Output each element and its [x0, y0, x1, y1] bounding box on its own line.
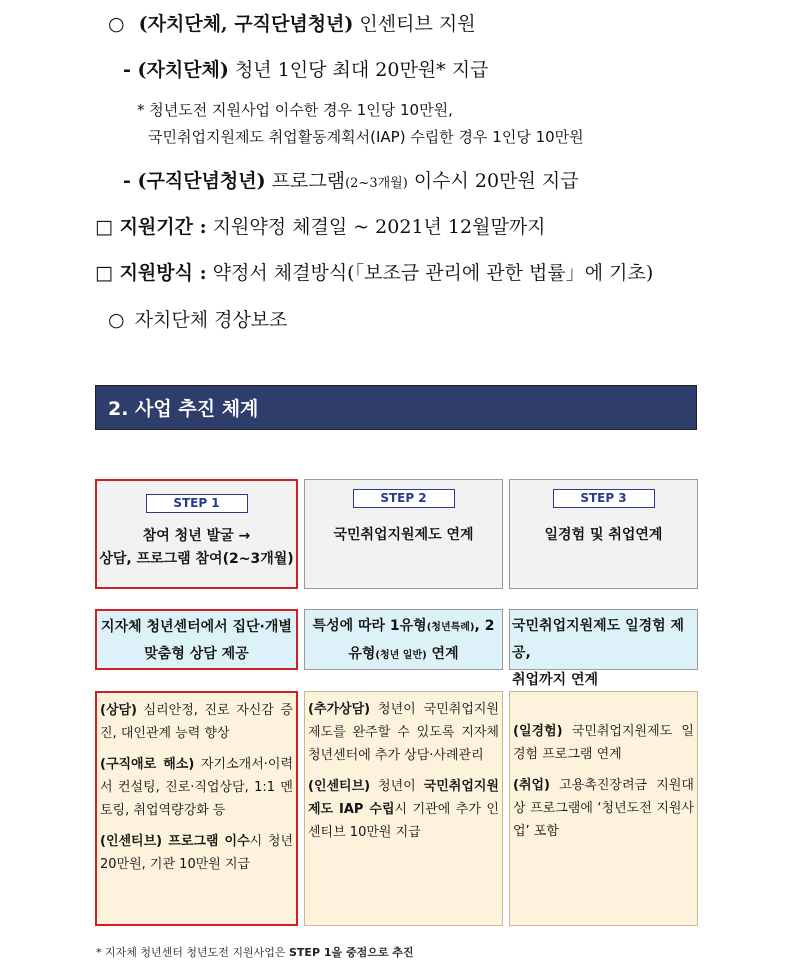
bullet-circle: ○	[108, 13, 125, 35]
detail-1-item-2-text: 자기소개서·이력서 컨설팅, 진로·직업상담, 1:1 멘토링, 취업역량강화 등	[100, 757, 293, 818]
detail-2-item-2	[308, 775, 499, 844]
step-3-tag: STEP 3	[553, 489, 655, 508]
detail-1-item-2-label: (구직애로 해소)	[100, 757, 195, 772]
mid-box-2-text-d: 연계	[426, 646, 459, 662]
detail-1-item-2	[100, 753, 293, 822]
detail-1-item-1	[100, 699, 293, 745]
subsidy-line	[108, 311, 288, 330]
incentive-heading	[108, 15, 476, 34]
note-line-2: 국민취업지원제도 취업활동계획서(IAP) 수립한 경우 1인당 10만원	[148, 128, 584, 146]
mid-box-2-text-a: 특성에 따라 1유형	[312, 618, 427, 634]
footnote-text: * 지자체 청년센터 청년도전 지원사업은	[96, 946, 289, 959]
support-period-value: 지원약정 체결일 ~ 2021년 12월말까지	[206, 216, 546, 238]
mid-box-2	[304, 609, 503, 670]
detail-box-2	[304, 691, 503, 926]
subsidy-text: 자치단체 경상보조	[128, 309, 288, 331]
incentive-heading-bold: (자치단체, 구직단념청년)	[138, 13, 354, 35]
section-banner	[95, 385, 697, 430]
detail-3-item-1-label: (일경험)	[513, 724, 563, 739]
local-gov-rest: 청년 1인당 최대 20만원* 지급	[228, 59, 489, 81]
mid-box-2-text-c: 유형	[348, 646, 376, 662]
step-1-tag: STEP 1	[146, 494, 248, 513]
detail-2-item-1-label: (추가상담)	[308, 702, 371, 717]
local-gov-bold: - (자치단체)	[123, 59, 229, 81]
step-2-box	[304, 479, 503, 589]
youth-small: (2~3개월)	[345, 176, 408, 191]
bullet-circle: ○	[108, 309, 125, 331]
mid-box-1	[95, 609, 298, 670]
incentive-heading-rest: 인센티브 지원	[353, 13, 476, 35]
detail-1-item-3-text: 시 청년 20만원, 기관 10만원 지급	[100, 834, 294, 872]
detail-3-item-1	[513, 720, 694, 766]
support-method-value: 약정서 체결방식(「보조금 관리에 관한 법률」에 기초)	[206, 262, 654, 284]
local-gov-line	[123, 61, 488, 80]
note-line-1: * 청년도전 지원사업 이수한 경우 1인당 10만원,	[137, 101, 453, 119]
mid-box-1-line-1: 지자체 청년센터에서 집단·개별	[101, 619, 292, 635]
support-method-line	[95, 264, 653, 283]
mid-box-2-small-2: (청년 일반)	[375, 650, 427, 661]
mid-box-1-line-2: 맞춤형 상담 제공	[144, 646, 249, 662]
support-period-line	[95, 218, 546, 237]
footnote-bold: STEP 1을 중점으로 추진	[289, 946, 414, 959]
detail-box-3	[509, 691, 698, 926]
step-3-box	[509, 479, 698, 589]
youth-line	[123, 172, 579, 191]
detail-2-item-1-text: 청년이 국민취업지원제도를 완주할 수 있도록 지자체 청년센터에 추가 상담·사례관리	[308, 702, 499, 763]
detail-3-item-2	[513, 774, 694, 843]
youth-rest2: 이수시 20만원 지급	[407, 170, 579, 192]
detail-box-1	[95, 691, 298, 926]
step-1-line-1: 참여 청년 발굴 →	[142, 528, 251, 544]
youth-rest: 프로그램	[265, 170, 346, 192]
mid-box-3	[509, 609, 698, 688]
detail-3-item-2-label: (취업)	[513, 778, 550, 793]
detail-2-item-2-bold: 국민취업지원제도 IAP 수립	[308, 779, 499, 817]
step-2-tag: STEP 2	[353, 489, 455, 508]
support-period-label: 지원기간 :	[112, 216, 207, 238]
mid-box-2-text-b: , 2	[474, 618, 495, 634]
mid-box-3-line-2: 취업까지 연계	[512, 672, 599, 688]
footnote	[96, 944, 414, 960]
checkbox-square-icon: □	[95, 216, 113, 238]
checkbox-square-icon: □	[95, 262, 113, 284]
detail-2-item-1	[308, 698, 499, 767]
detail-2-item-2-text: 청년이	[370, 779, 424, 794]
step-2-line-1: 국민취업지원제도 연계	[333, 527, 474, 543]
youth-bold: - (구직단념청년)	[123, 170, 266, 192]
support-method-label: 지원방식 :	[112, 262, 207, 284]
detail-3-item-2-text: 고용촉진장려금 지원대상 프로그램에 ‘청년도전 지원사업’ 포함	[513, 778, 694, 839]
section-title: 2. 사업 추진 체계	[108, 398, 259, 420]
mid-box-3-line-1: 국민취업지원제도 일경험 제공,	[512, 618, 685, 661]
mid-box-2-small-1: (청년특례)	[426, 622, 475, 633]
step-3-line-1: 일경험 및 취업연계	[544, 527, 663, 543]
detail-1-item-3	[100, 830, 293, 876]
detail-1-item-3-label: (인센티브) 프로그램 이수	[100, 834, 250, 849]
detail-2-item-2-label: (인센티브)	[308, 779, 371, 794]
detail-2-item-2-text-2: 시 기관에 추가 인센티브 10만원 지급	[308, 802, 499, 840]
step-1-box	[95, 479, 298, 589]
step-1-line-2: 상담, 프로그램 참여(2~3개월)	[99, 551, 294, 567]
detail-1-item-1-text: 심리안정, 진로 자신감 증진, 대인관계 능력 향상	[100, 703, 293, 741]
detail-1-item-1-label: (상담)	[100, 703, 137, 718]
detail-3-item-1-text: 국민취업지원제도 일경험 프로그램 연계	[513, 724, 694, 762]
